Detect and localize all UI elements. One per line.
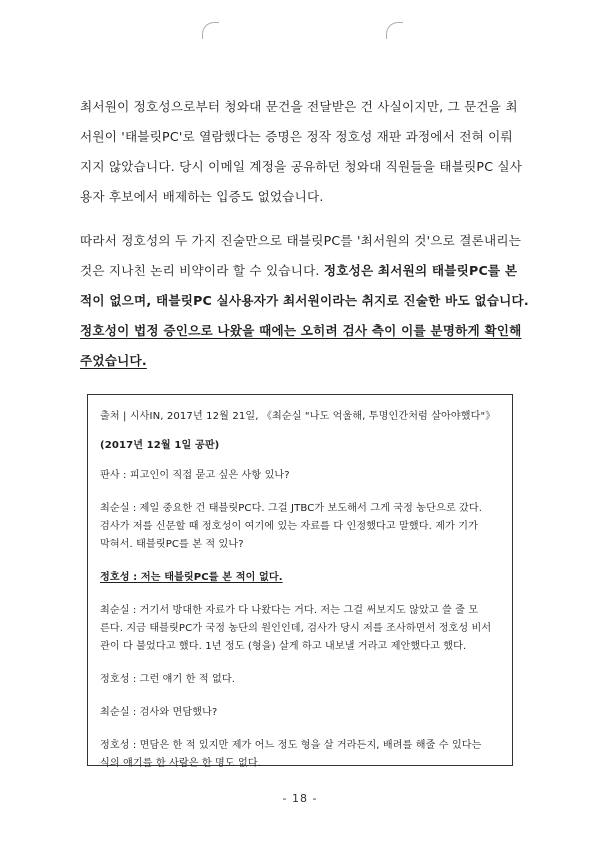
transcript-exchange <box>100 671 500 689</box>
transcript-exchange <box>100 467 500 485</box>
page-number: - 18 - <box>282 792 318 805</box>
transcript-exchange <box>100 737 500 773</box>
transcript-line: 판사 : 피고인이 직접 묻고 싶은 사항 있나? <box>100 470 290 481</box>
transcript-line: 최순실 : 검사와 면담했나? <box>100 707 218 718</box>
paragraph-line: 지지 않았습니다. 당시 이메일 계정을 공유하던 청와대 직원들을 태블릿PC 실사 <box>80 159 523 174</box>
paragraph-line: 최서원이 정호성으로부터 청와대 문건을 전달받은 건 사실이지만, 그 문건을 최 <box>80 99 518 114</box>
transcript-line: 최순실 : 거기서 방대한 자료가 다 나왔다는 거다. 저는 그걸 써보지도 않았고 쓸 줄 모 <box>100 605 479 616</box>
hearing-date: (2017년 12월 1일 공판) <box>100 440 220 451</box>
quote-source: 출처 | 시사IN, 2017년 12월 21일, 《최순실 "나도 억울해, 투명인간처럼 살아야했다"》 <box>100 411 496 422</box>
paragraph-1 <box>80 92 523 212</box>
transcript-exchange-emphasis <box>100 569 500 587</box>
bold-text: 정호성은 최서원의 태블릿PC를 본 <box>323 263 518 278</box>
transcript-line: 정호성 : 면담은 한 적 있지만 제가 어느 정도 형을 살 거라든지, 배려를 해줄 수 있다는 <box>100 740 482 751</box>
transcript-exchange <box>100 602 500 656</box>
transcript-line: 검사가 저를 신문할 때 정호성이 여기에 있는 자료를 다 인정했다고 말했다. 제가 기가 <box>100 521 478 532</box>
underlined-line: 주었습니다. <box>80 353 147 368</box>
punch-hole-mark-right <box>386 22 403 39</box>
transcript-line: 정호성 : 저는 태블릿PC를 본 적이 없다. <box>100 572 283 583</box>
paragraph-line: 서원이 '태블릿PC'로 열람했다는 증명은 정작 정호성 재판 과정에서 전혀 이뤄 <box>80 129 513 144</box>
transcript-exchange <box>100 704 500 722</box>
transcript-line: 식의 얘기를 한 사람은 한 명도 없다. <box>100 758 262 769</box>
transcript-line: 막혀서. 태블릿PC를 본 적 있나? <box>100 539 244 550</box>
quoted-transcript-box <box>87 394 513 769</box>
bold-line: 적이 없으며, 태블릿PC 실사용자가 최서원이라는 취지로 진술한 바도 없습니다. <box>80 293 529 308</box>
paragraph-2 <box>80 226 529 376</box>
plain-text: 것은 지나친 논리 비약이라 할 수 있습니다. <box>80 263 324 278</box>
transcript-exchange <box>100 500 500 554</box>
paragraph-line <box>80 256 518 286</box>
punch-hole-mark-left <box>202 22 219 39</box>
paragraph-line: 따라서 정호성의 두 가지 진술만으로 태블릿PC를 '최서원의 것'으로 결론내리는 <box>80 233 522 248</box>
transcript-line: 정호성 : 그런 얘기 한 적 없다. <box>100 674 236 685</box>
transcript-line: 른다. 지금 태블릿PC가 국정 농단의 원인인데, 검사가 당시 저를 조사하면서 정호성 비서 <box>100 623 492 634</box>
transcript-line: 최순실 : 제일 중요한 건 태블릿PC다. 그걸 JTBC가 보도해서 그게 국정 농단으로 갔다. <box>100 503 483 514</box>
underlined-line: 정호성이 법정 증인으로 나왔을 때에는 오히려 검사 측이 이를 분명하게 확인해 <box>80 323 522 338</box>
transcript-line: 관이 다 불었다고 했다. 1년 정도 (형을) 살게 하고 내보낼 거라고 제안했다고 했다. <box>100 641 467 652</box>
paragraph-line: 용자 후보에서 배제하는 입증도 없었습니다. <box>80 189 324 204</box>
